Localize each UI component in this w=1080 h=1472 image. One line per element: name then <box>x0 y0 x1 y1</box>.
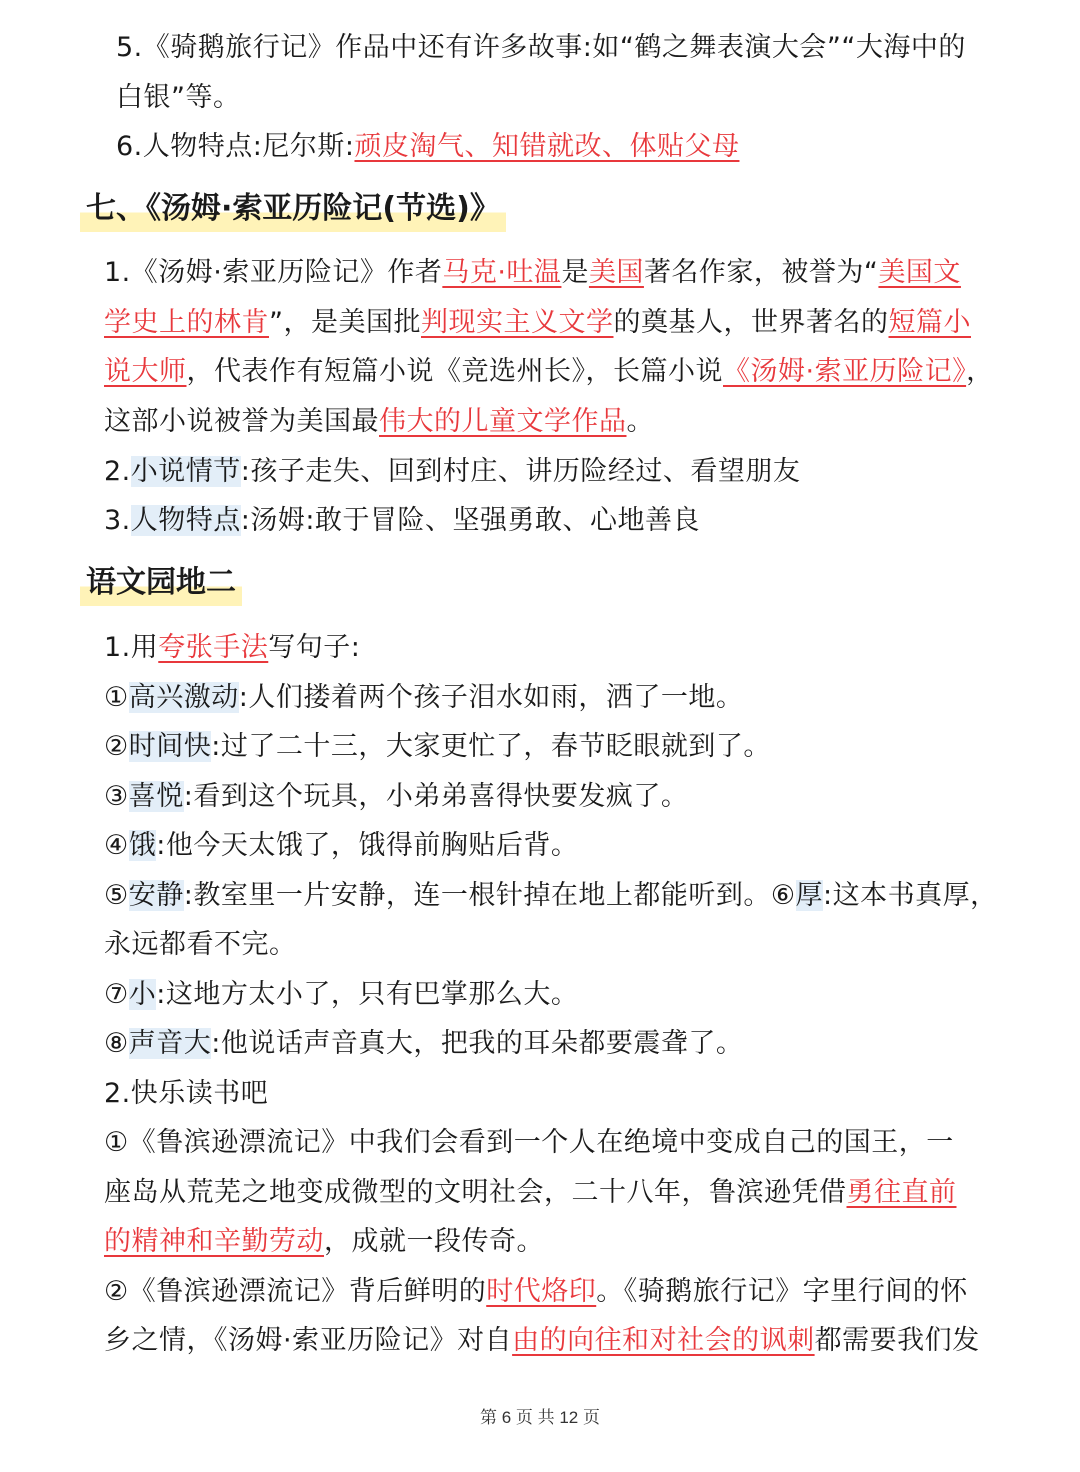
highlighted-term: 安静 <box>128 880 184 911</box>
example-item <box>104 876 1014 916</box>
text-span: ②《鲁滨逊漂流记》背后鲜明的 <box>104 1276 487 1307</box>
key-phrase: 马克·吐温 <box>442 257 562 288</box>
text-span: :他说话声音真大，把我的耳朵都要震聋了。 <box>211 1028 744 1059</box>
text-line <box>104 402 1014 442</box>
text-line: 2.快乐读书吧 <box>104 1078 269 1109</box>
text-span: 。《骑鹅旅行记》字里行间的怀 <box>596 1276 968 1307</box>
key-phrase: 的精神和辛勤劳动 <box>104 1226 324 1257</box>
text-line: 永远都看不完。 <box>104 929 297 960</box>
text-span: ⑦ <box>104 979 129 1010</box>
section-heading: 语文园地二 <box>80 560 242 606</box>
text-line <box>104 1173 1014 1213</box>
text-line: 白银”等。 <box>116 82 241 113</box>
text-span: :这本书真厚， <box>823 880 998 911</box>
example-item <box>104 826 1014 866</box>
text-span: 3. <box>104 505 131 536</box>
key-phrase: 说大师 <box>104 356 187 387</box>
text-line <box>104 452 1014 492</box>
key-phrase: 美国 <box>588 257 644 288</box>
example-item <box>104 1024 1014 1064</box>
text-span: :教室里一片安静，连一根针掉在地上都能听到。⑥ <box>183 880 796 911</box>
text-span: 1.用 <box>104 632 159 663</box>
text-line <box>104 1321 1014 1361</box>
text-span: ”，是美国批 <box>269 307 421 338</box>
text-line <box>104 303 1014 343</box>
text-span: 都需要我们发 <box>814 1325 980 1356</box>
text-span: 1.《汤姆·索亚历险记》作者 <box>104 257 443 288</box>
highlighted-term: 时间快 <box>128 731 212 762</box>
key-phrase: 夸张手法 <box>158 632 269 663</box>
text-line <box>116 127 1014 167</box>
text-span: 写句子: <box>268 632 361 663</box>
highlighted-term: 厚 <box>795 880 824 911</box>
text-span: :他今天太饿了，饿得前胸贴后背。 <box>156 830 579 861</box>
text-line: 5.《骑鹅旅行记》作品中还有许多故事:如“鹤之舞表演大会”“大海中的 <box>116 32 966 63</box>
example-item <box>104 975 1014 1015</box>
highlighted-term: 高兴激动 <box>128 682 239 713</box>
key-phrase: 由的向往和对社会的讽刺 <box>512 1325 815 1356</box>
text-span: 是 <box>561 257 589 288</box>
highlighted-term: 人物特点 <box>130 505 241 536</box>
text-span: :汤姆:敢于冒险、坚强勇敢、心地善良 <box>240 505 700 536</box>
text-span: :人们搂着两个孩子泪水如雨，洒了一地。 <box>238 682 744 713</box>
text-line <box>104 253 1014 293</box>
key-phrase: 时代烙印 <box>486 1276 597 1307</box>
text-span: ，代表作有短篇小说《竞选州长》，长篇小说 <box>186 356 723 387</box>
text-span: ⑤ <box>104 880 129 911</box>
section-heading: 七、《汤姆·索亚历险记(节选)》 <box>80 186 506 232</box>
key-phrase: 美国文 <box>878 257 961 288</box>
text-line <box>104 1222 1014 1262</box>
highlighted-term: 饿 <box>128 830 157 861</box>
highlighted-term: 声音大 <box>128 1028 212 1059</box>
key-phrase: 判现实主义文学 <box>421 307 614 338</box>
text-span: 座岛从荒芜之地变成微型的文明社会，二十八年，鲁滨逊凭借 <box>104 1177 847 1208</box>
highlighted-term: 小说情节 <box>130 456 241 487</box>
text-span: 乡之情，《汤姆·索亚历险记》对自 <box>104 1325 513 1356</box>
text-span: 的奠基人，世界著名的 <box>613 307 889 338</box>
text-span: 著名作家，被誉为“ <box>643 257 879 288</box>
page-number: 第 6 页 共 12 页 <box>480 1408 600 1427</box>
text-span: ② <box>104 731 129 762</box>
example-item <box>104 777 1014 817</box>
text-span: :看到这个玩具，小弟弟喜得快要发疯了。 <box>183 781 689 812</box>
text-line <box>104 501 1014 541</box>
text-span: 2. <box>104 456 131 487</box>
text-span: ④ <box>104 830 129 861</box>
key-phrase: 顽皮淘气、知错就改、体贴父母 <box>354 131 740 162</box>
text-line <box>104 352 1014 392</box>
text-span: 这部小说被誉为美国最 <box>104 406 379 437</box>
example-item <box>104 727 1014 767</box>
key-phrase: 《汤姆·索亚历险记》 <box>723 356 967 387</box>
text-span: :这地方太小了，只有巴掌那么大。 <box>156 979 579 1010</box>
highlighted-term: 喜悦 <box>128 781 184 812</box>
text-span: ，成就一段传奇。 <box>324 1226 544 1257</box>
text-span: :孩子走失、回到村庄、讲历险经过、看望朋友 <box>240 456 801 487</box>
text-span: ③ <box>104 781 129 812</box>
text-span: :过了二十三，大家更忙了，春节眨眼就到了。 <box>211 731 771 762</box>
text-span: 6.人物特点:尼尔斯: <box>116 131 355 162</box>
key-phrase: 短篇小 <box>888 307 971 338</box>
text-span: ⑧ <box>104 1028 129 1059</box>
text-span: ， <box>966 356 994 387</box>
key-phrase: 学史上的林肯 <box>104 307 269 338</box>
key-phrase: 勇往直前 <box>846 1177 957 1208</box>
text-line: ①《鲁滨逊漂流记》中我们会看到一个人在绝境中变成自己的国王，一 <box>104 1127 954 1158</box>
text-span: 。 <box>626 406 654 437</box>
example-item <box>104 678 1014 718</box>
text-span: ① <box>104 682 129 713</box>
text-line <box>104 1272 1014 1312</box>
highlighted-term: 小 <box>128 979 157 1010</box>
key-phrase: 伟大的儿童文学作品 <box>379 406 627 437</box>
text-line <box>104 628 1014 668</box>
